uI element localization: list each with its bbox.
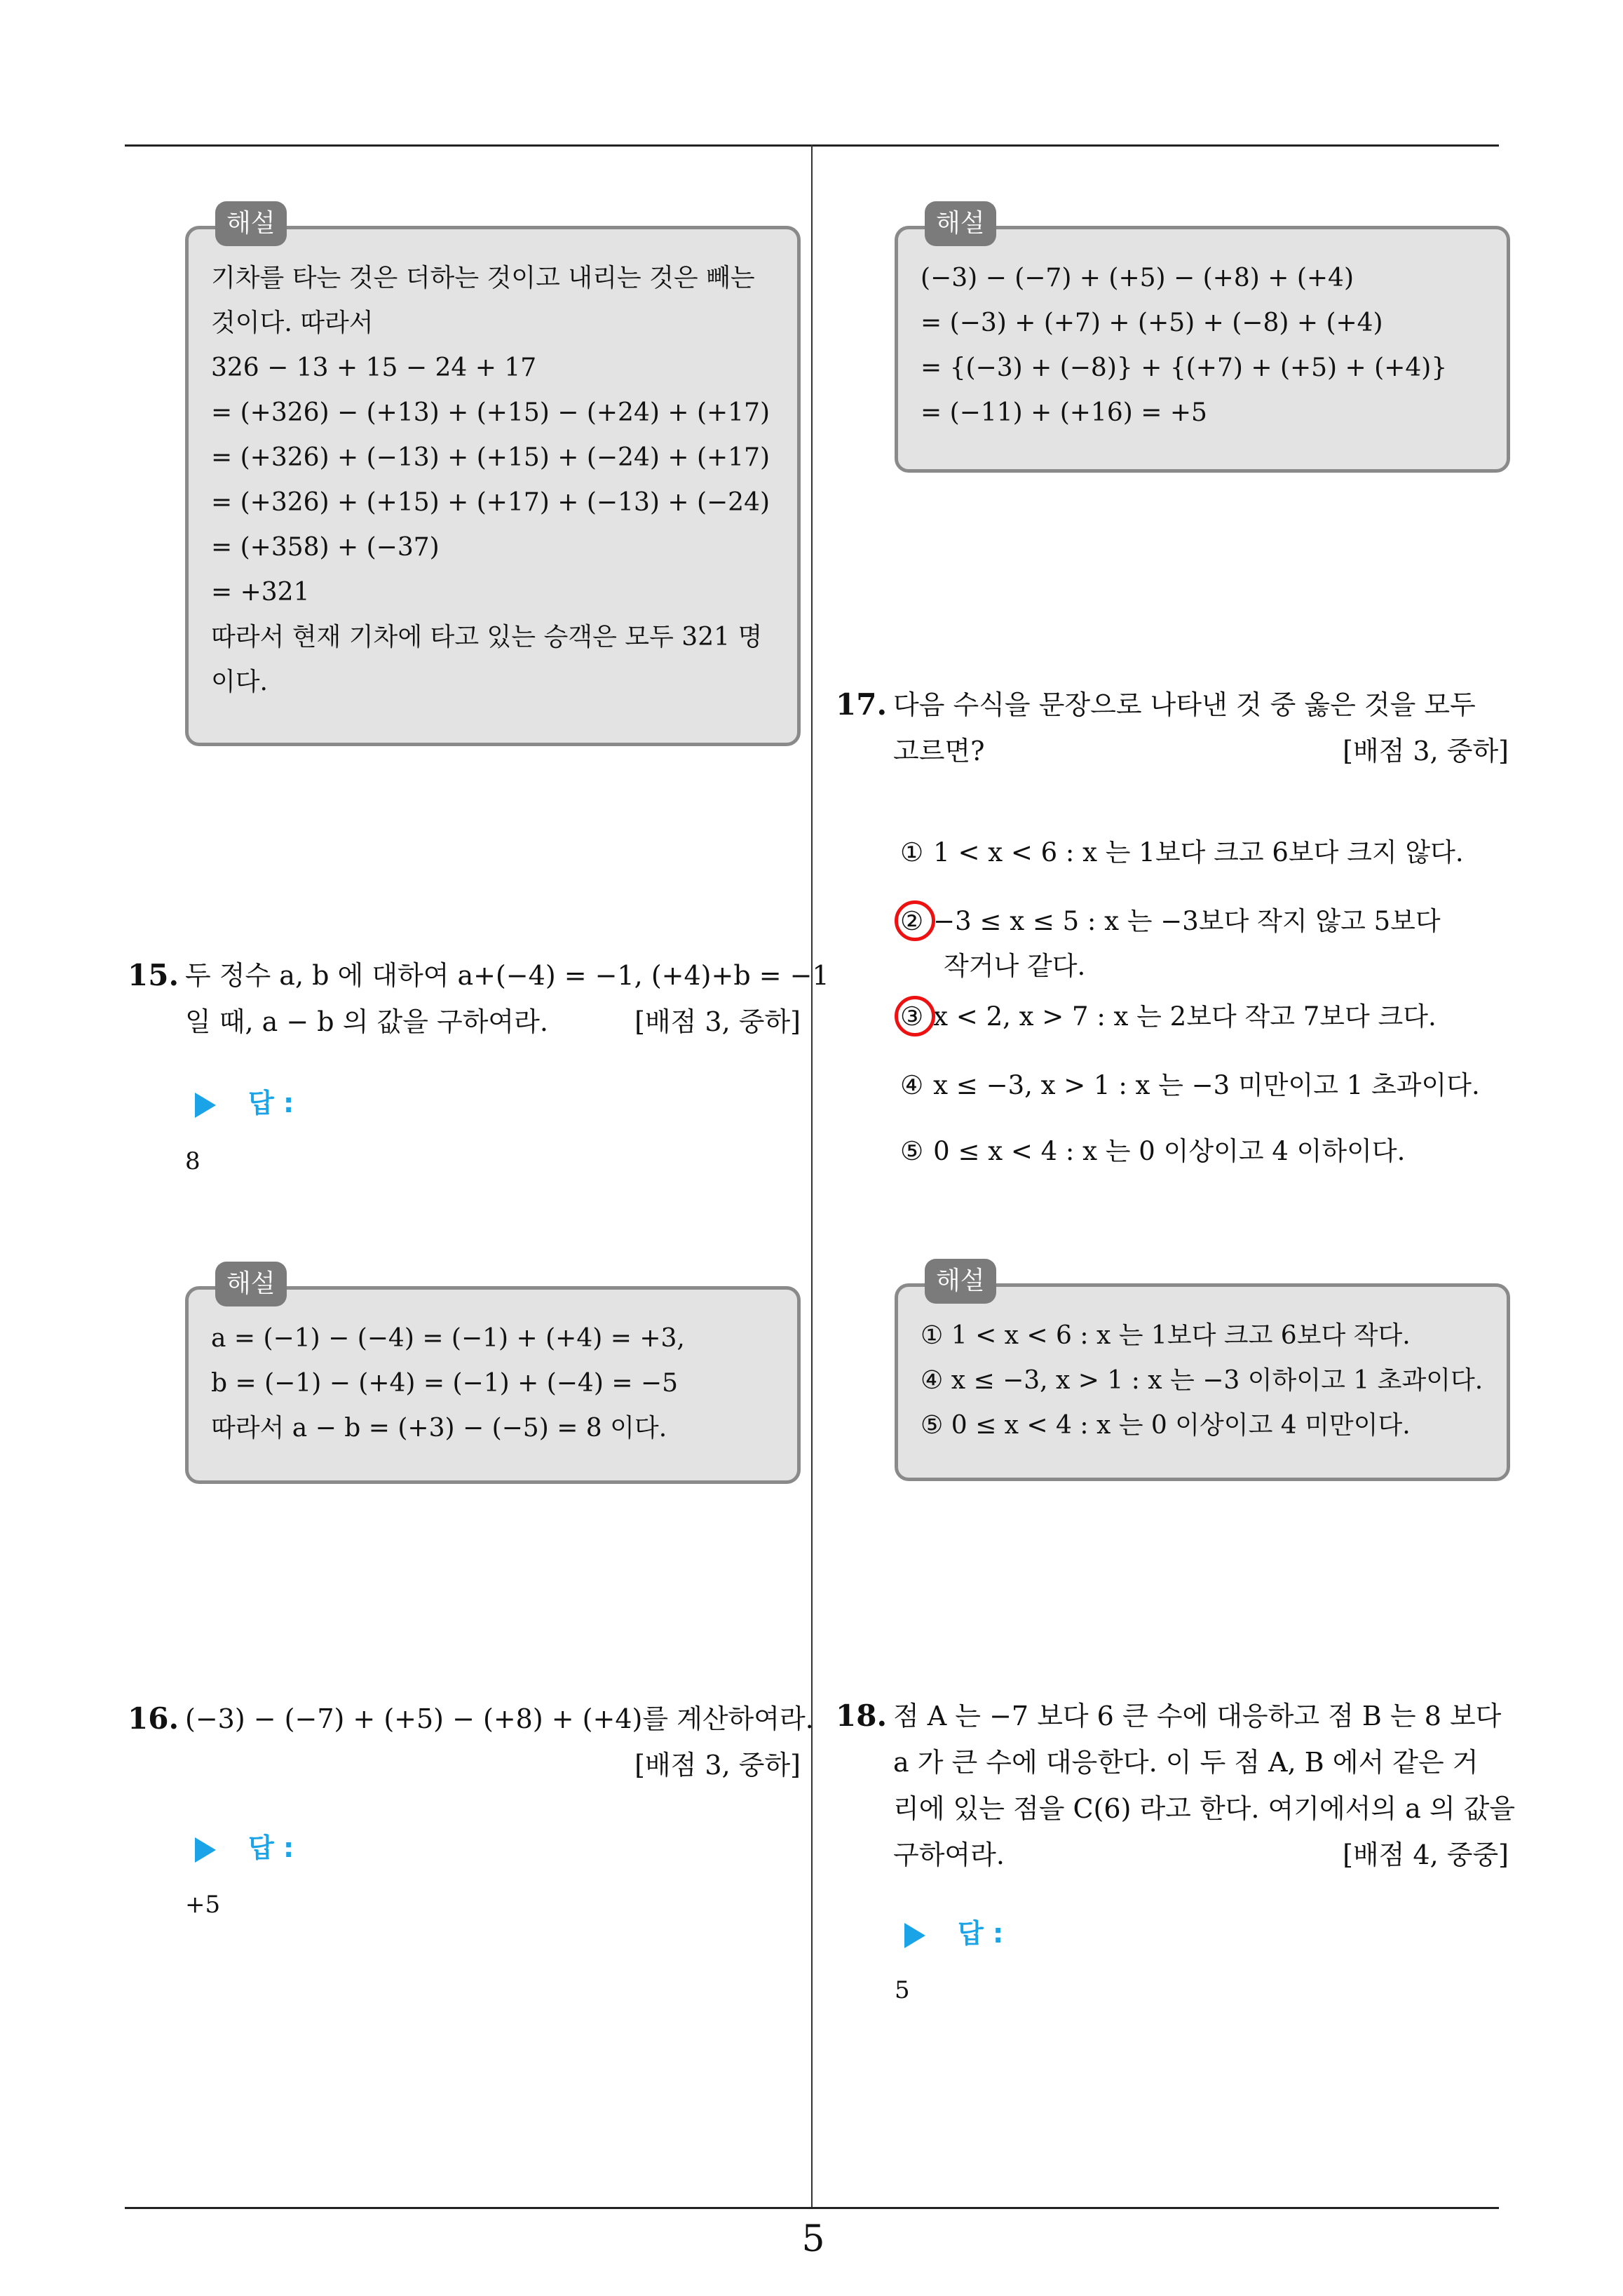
play-arrow-icon [904, 1923, 925, 1948]
solution-text [211, 1316, 780, 1451]
solution-line: a = (−1) − (−4) = (−1) + (+4) = +3, [211, 1324, 685, 1353]
question-number: 18. [836, 1699, 888, 1733]
question-17 [836, 682, 1509, 780]
choice-5 [900, 1129, 1405, 1174]
choice-text: x < 2, x > 7 : x 는 2보다 작고 7보다 크다. [933, 1001, 1437, 1032]
question-line: a 가 큰 수에 대응한다. 이 두 점 A, B 에서 같은 거 [893, 1747, 1479, 1778]
choice-4 [900, 1063, 1480, 1108]
solution-line: (−3) − (−7) + (+5) − (+8) + (+4) [921, 264, 1354, 292]
solution-box-17 [895, 1267, 1510, 1481]
solution-line: 기차를 타는 것은 더하는 것이고 내리는 것은 빼는 [211, 264, 755, 292]
solution-line: b = (−1) − (+4) = (−1) + (−4) = −5 [211, 1369, 678, 1398]
answer-label-16 [195, 1826, 294, 1865]
question-line: 일 때, a − b 의 값을 구하여라. [185, 1006, 548, 1037]
choice-text: −3 ≤ x ≤ 5 : x 는 −3보다 작지 않고 5보다 [933, 906, 1441, 936]
choice-mark: ③ [900, 1001, 924, 1032]
choice-3 [900, 994, 1437, 1039]
solution-line: = (+358) + (−37) [211, 533, 440, 562]
solution-text [921, 1314, 1490, 1448]
solution-line: = (+326) − (+13) + (+15) − (+24) + (+17) [211, 398, 770, 427]
solution-line: 것이다. 따라서 [211, 309, 374, 337]
solution-label: 해설 [925, 201, 996, 246]
question-18 [836, 1693, 1516, 1882]
solution-line: = {(−3) + (−8)} + {(+7) + (+5) + (+4)} [921, 353, 1448, 382]
question-number: 15. [128, 958, 179, 992]
selected-mark-ring [895, 900, 935, 941]
question-15 [128, 952, 829, 1051]
answer-label: 답 : [248, 1832, 294, 1863]
question-line: (−3) − (−7) + (+5) − (+8) + (+4)를 계산하여라. [185, 1703, 814, 1734]
question-number: 16. [128, 1701, 179, 1736]
solution-line: 326 − 13 + 15 − 24 + 17 [211, 353, 537, 382]
play-arrow-icon [195, 1837, 216, 1863]
choice-mark: ④ [900, 1070, 924, 1100]
question-line: 구하여라. [893, 1839, 1005, 1870]
choice-text: 1 < x < 6 : x 는 1보다 크고 6보다 크지 않다. [933, 837, 1464, 867]
solution-line: 따라서 a − b = (+3) − (−5) = 8 이다. [211, 1414, 667, 1443]
answer-value-18: 5 [895, 1976, 910, 2004]
solution-line: ④ x ≤ −3, x > 1 : x 는 −3 이하이고 1 초과이다. [921, 1366, 1483, 1395]
question-line: 다음 수식을 문장으로 나타낸 것 중 옳은 것을 모두 [893, 689, 1476, 720]
selected-mark-ring [895, 996, 935, 1036]
choice-mark: ② [900, 906, 924, 936]
solution-label: 해설 [215, 1262, 287, 1306]
solution-line: = (+326) + (+15) + (+17) + (−13) + (−24) [211, 488, 770, 517]
choice-2 [900, 899, 1441, 944]
solution-box-16 [895, 209, 1510, 473]
solution-line: 따라서 현재 기차에 타고 있는 승객은 모두 321 명 [211, 623, 763, 651]
question-score: [배점 4, 중중] [1343, 1839, 1509, 1870]
solution-label: 해설 [215, 201, 287, 246]
answer-label-15 [195, 1081, 294, 1120]
page-number: 5 [801, 2218, 825, 2260]
solution-box-15 [185, 1269, 801, 1484]
solution-line: = (−3) + (+7) + (+5) + (−8) + (+4) [921, 309, 1383, 337]
answer-label: 답 : [248, 1088, 294, 1119]
answer-label-18 [904, 1912, 1003, 1950]
question-line: 두 정수 a, b 에 대하여 a+(−4) = −1, (+4)+b = −1 [185, 960, 829, 991]
question-number: 17. [836, 687, 888, 722]
choice-mark: ⑤ [900, 1136, 924, 1166]
question-line: 리에 있는 점을 C(6) 라고 한다. 여기에서의 a 의 값을 [893, 1793, 1516, 1824]
solution-line: ⑤ 0 ≤ x < 4 : x 는 0 이상이고 4 미만이다. [921, 1411, 1411, 1440]
answer-value-15: 8 [185, 1147, 201, 1175]
bottom-rule [125, 2207, 1499, 2209]
question-16 [128, 1696, 814, 1794]
choice-text: x ≤ −3, x > 1 : x 는 −3 미만이고 1 초과이다. [933, 1070, 1480, 1100]
column-divider [811, 144, 813, 2209]
question-score: [배점 3, 중하] [634, 1750, 801, 1781]
question-line: 점 A 는 −7 보다 6 큰 수에 대응하고 점 B 는 8 보다 [893, 1701, 1502, 1731]
solution-text [211, 256, 780, 705]
solution-label: 해설 [925, 1259, 996, 1304]
choice-mark: ① [900, 837, 924, 867]
question-score: [배점 3, 중하] [1343, 736, 1509, 767]
choice-1 [900, 830, 1464, 875]
question-line: 고르면? [893, 736, 985, 767]
answer-value-16: +5 [185, 1891, 221, 1919]
choice-2-cont: 작거나 같다. [944, 951, 1086, 981]
solution-line: = +321 [211, 578, 310, 607]
solution-box-14 [185, 209, 801, 746]
play-arrow-icon [195, 1093, 216, 1118]
choice-text: 0 ≤ x < 4 : x 는 0 이상이고 4 이하이다. [933, 1136, 1406, 1166]
solution-line: = (−11) + (+16) = +5 [921, 398, 1207, 427]
solution-line: ① 1 < x < 6 : x 는 1보다 크고 6보다 작다. [921, 1321, 1411, 1350]
solution-line: = (+326) + (−13) + (+15) + (−24) + (+17) [211, 443, 770, 472]
question-score: [배점 3, 중하] [634, 1006, 801, 1037]
solution-line: 이다. [211, 668, 268, 696]
solution-text [921, 256, 1490, 435]
answer-label: 답 : [958, 1918, 1004, 1949]
